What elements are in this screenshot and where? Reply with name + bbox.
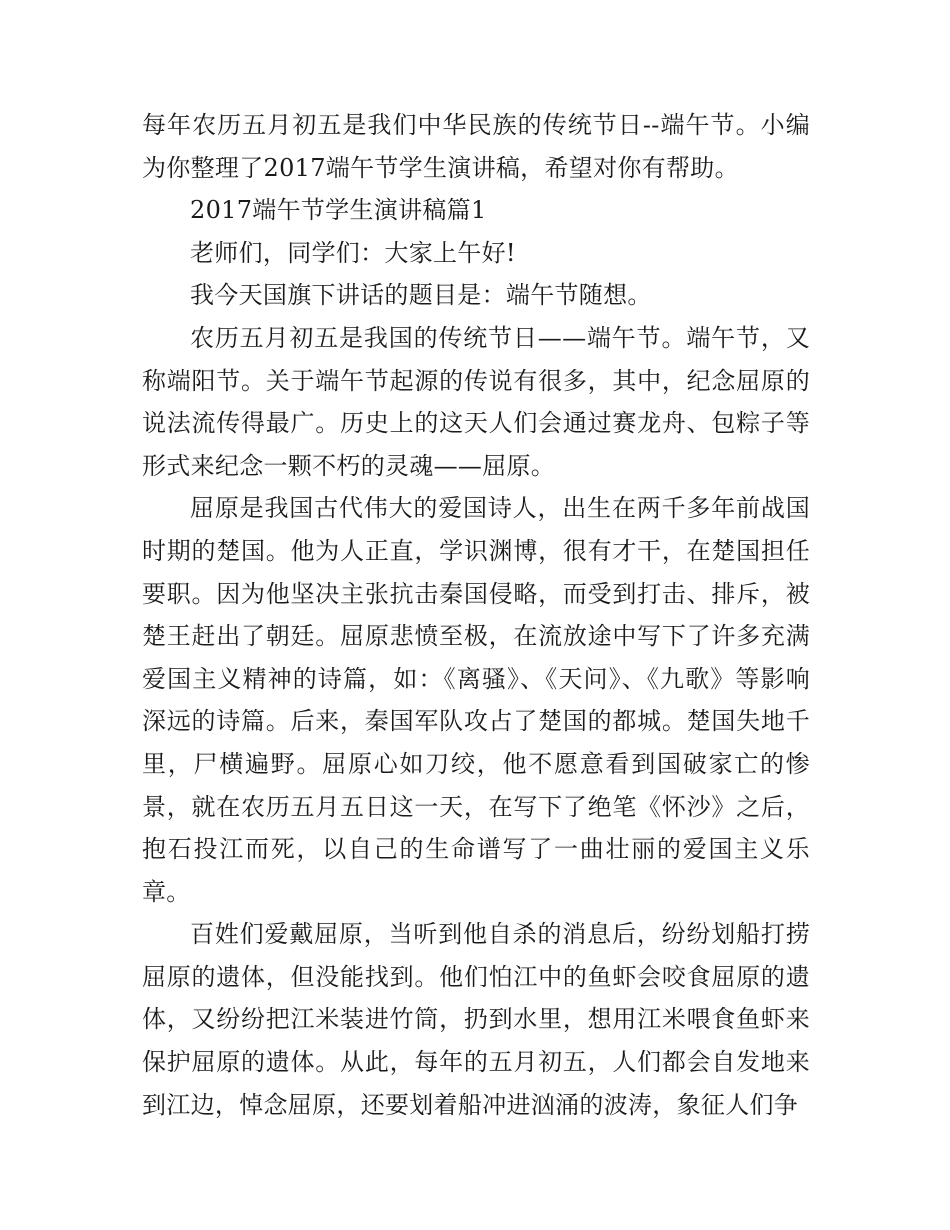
body-paragraph-2: 屈原是我国古代伟大的爱国诗人，出生在两千多年前战国时期的楚国。他为人正直，学识渊博，很有才干，在楚国担任要职。因为他坚决主张抗击秦国侵略，而受到打击、排斥，被楚王赶出了朝廷。屈原悲愤至极，在流放途中写下了许多充满爱国主义精神的诗篇，如：《离骚》、《天问》、《九歌》等影响深远的诗篇。后来，秦国军队攻占了楚国的都城。楚国失地千里，尸横遍野。屈原心如刀绞，他不愿意看到国破家亡的惨景，就在农历五月五日这一天，在写下了绝笔《怀沙》之后，抱石投江而死，以自己的生命谱写了一曲壮丽的爱国主义乐章。 <box>142 494 810 906</box>
intro-paragraph: 每年农历五月初五是我们中华民族的传统节日--端午节。小编为你整理了2017端午节学生演讲稿，希望对你有帮助。 <box>142 111 810 182</box>
body-paragraph-3: 百姓们爱戴屈原，当听到他自杀的消息后，纷纷划船打捞屈原的遗体，但没能找到。他们怕江中的鱼虾会咬食屈原的遗体，又纷纷把江米装进竹筒，扔到水里，想用江米喂食鱼虾来保护屈原的遗体。从此，每年的五月初五，人们都会自发地来到江边，悼念屈原，还要划着船冲进汹涌的波涛，象征人们争 <box>142 920 810 1119</box>
document-page <box>142 104 810 1126</box>
body-paragraph-1: 农历五月初五是我国的传统节日——端午节。端午节，又称端阳节。关于端午节起源的传说有很多，其中，纪念屈原的说法流传得最广。历史上的这天人们会通过赛龙舟、包粽子等形式来纪念一颗不朽的灵魂——屈原。 <box>142 323 810 480</box>
section-title: 2017端午节学生演讲稿篇1 <box>190 196 487 225</box>
greeting-line: 老师们，同学们：大家上午好! <box>190 238 516 267</box>
topic-line: 我今天国旗下讲话的题目是：端午节随想。 <box>190 281 652 310</box>
